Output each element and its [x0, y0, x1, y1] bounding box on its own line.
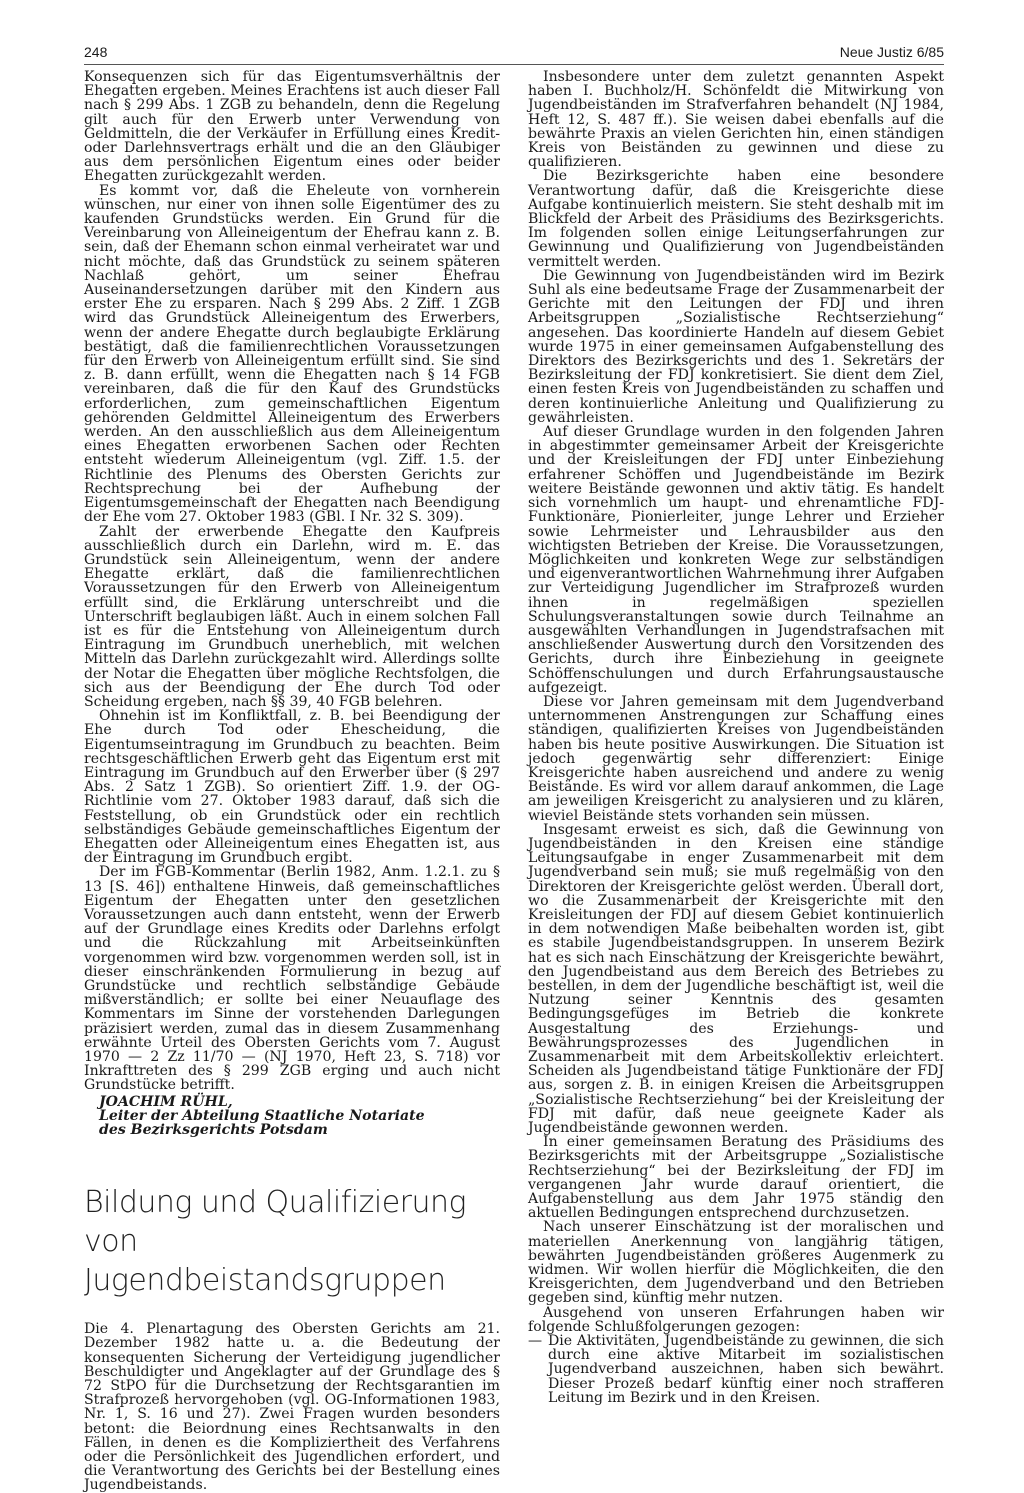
paragraph: Diese vor Jahren gemeinsam mit dem Jugendverband unternommenen Anstrengungen zur Schaffung eines ständigen, qualifizierten Kreises von Jugendbeiständen haben bis heute positive Auswirkungen. Die Situation ist jedoch gegenwärtig sehr differenziert: Einige Kreisgerichte haben ausreichend und andere zu wenig Beistände. Es wird vor allem darauf ankommen, die Lage am jeweiligen Kreisgericht zu analysieren und zu klären, wieviel Beistände stets vorhanden sein müssen. — [528, 693, 944, 824]
paragraph: Insgesamt erweist es sich, daß die Gewinnung von Jugendbeiständen in den Kreisen eine ständige Leitungsaufgabe in enger Zusammenarbeit mit dem Jugendverband sein muß; sie muß regelmäßig von den Direktoren der Kreisgerichte gelöst werden. Überall dort, wo die Zusammenarbeit der Kreisgerichte mit den Kreisleitungen der FDJ auf diesem Gebiet kontinuierlich in dem notwendigen Maße beibehalten worden ist, gibt es stabile Jugendbeistandsgruppen. In unserem Bezirk hat es sich nach Einschätzung der Kreisgerichte bewährt, den Jugendbeistand aus dem Bereich des Betriebes zu bestellen, in dem der Jugendliche beschäftigt ist, weil die Nutzung seiner Kenntnis des gesamten Bedingungsgefüges im Betrieb die konkrete Ausgestaltung des Erziehungs- und Bewährungsprozesses des Jugendlichen in Zusammenarbeit mit dem Arbeitskollektiv erleichtert. Scheiden als Jugendbeistand tätige Funktionäre der FDJ aus, sorgen z. B. in einigen Kreisen die Arbeitsgruppen „Sozialistische Rechtserziehung“ bei der Kreisleitung der FDJ mit dafür, daß neue geeignete Kader als Jugendbeistände gewonnen werden. — [528, 821, 944, 1137]
section-title-line: Bildung und Qualifizierung — [84, 1185, 467, 1221]
list-item-text: Die Aktivitäten, Jugendbeistände zu gewinnen, die sich durch eine aktive Mitarbeit im sozialistischen Jugendverband auszeichnen, haben sich bewährt. Dieser Prozeß bedarf künftig einer noch strafferen Leitung im Bezirk und in den Kreisen. — [548, 1333, 944, 1406]
paragraph: Nach unserer Einschätzung ist der moralischen und materiellen Anerkennung von langjährig tätigen, bewährten Jugendbeiständen größeres Augenmerk zu widmen. Wir wollen hierfür die Möglichkeiten, die den Kreisgerichten, dem Jugendverband und den Betrieben gegeben sind, künftig mehr nutzen. — [528, 1219, 944, 1307]
paragraph: Ohnehin ist im Konfliktfall, z. B. bei Beendigung der Ehe durch Tod oder Ehescheidung, die Eigentumseintragung im Grundbuch zu beachten. Beim rechtsgeschäftlichen Erwerb geht das Eigentum erst mit Eintragung im Grundbuch auf den Erwerber über (§ 297 Abs. 2 Satz 1 ZGB). So orientiert Ziff. 1.9. der OG-Richtlinie vom 27. Oktober 1983 darauf, daß sich die Feststellung, ob ein Grundstück oder ein rechtlich selbständiges Gebäude gemeinschaftliches Eigentum der Ehegatten oder Alleineigentum eines Ehegatten ist, aus der Eintragung im Grundbuch ergibt. — [84, 708, 500, 867]
paragraph: Konsequenzen sich für das Eigentumsverhältnis der Ehegatten ergeben. Meines Erachtens ist auch dieser Fall nach § 299 Abs. 1 ZGB zu behandeln, denn die Regelung gilt auch für den Erwerb unter Verwendung von Geldmitteln, die der Verkäufer in Erfüllung eines Kredit- oder Darlehnsvertrags erhält und die an den Gläubiger aus dem persönlichen Eigentum eines oder beider Ehegatten zurückgezahlt werden. — [84, 69, 500, 185]
paragraph: Die Gewinnung von Jugendbeiständen wird im Bezirk Suhl als eine bedeutsame Frage der Zusammenarbeit der Gerichte mit den Leitungen der FDJ und ihren Arbeitsgruppen „Sozialistische Rechtserziehung“ angesehen. Das koordinierte Handeln auf diesem Gebiet wurde 1975 in einer gemeinsamen Aufgabenstellung des Direktors des Bezirksgerichts und des 1. Sekretärs der Bezirksleitung der FDJ konkretisiert. Sie dient dem Ziel, einen festen Kreis von Jugendbeiständen zu schaffen und deren kontinuierliche Anleitung und Qualifizierung zu gewährleisten. — [528, 267, 944, 426]
paragraph: Es kommt vor, daß die Eheleute von vornherein wünschen, nur einer von ihnen solle Eigentümer des zu kaufenden Grundstücks werden. Ein Grund für die Vereinbarung von Alleineigentum der Ehefrau kann z. B. sein, daß der Ehemann schon einmal verheiratet war und nicht möchte, daß das Grundstück zu seinem späteren Nachlaß gehört, um seiner Ehefrau Auseinandersetzungen darüber mit den Kindern aus erster Ehe zu ersparen. Nach § 299 Abs. 2 Ziff. 1 ZGB wird das Grundstück Alleineigentum des Erwerbers, wenn der andere Ehegatte durch beglaubigte Erklärung bestätigt, daß die familienrechtlichen Voraussetzungen für den Erwerb von Alleineigentum erfüllt sind. Sie sind z. B. dann erfüllt, wenn die Ehegatten nach § 14 FGB vereinbaren, daß die für den Kauf des Grundstücks erforderlichen, zum gemeinschaftlichen Eigentum gehörenden Geldmittel Alleineigentum des Erwerbers werden. An den ausschließlich aus dem Alleineigentum eines Ehegatten erworbenen Sachen oder Rechten entsteht wiederum Alleineigentum (vgl. Ziff. 1.5. der Richtlinie des Plenums des Obersten Gerichts zur Rechtsprechung bei der Aufhebung der Eigentumsgemeinschaft der Ehegatten nach Beendigung der Ehe vom 27. Oktober 1983 (GBl. I Nr. 32 S. 309). — [84, 182, 500, 526]
paragraph: Der im FGB-Kommentar (Berlin 1982, Anm. 1.2.1. zu § 13 [S. 46]) enthaltene Hinweis, daß gemeinschaftliches Eigentum der Ehegatten unter den gesetzlichen Voraussetzungen auch dann entsteht, wenn der Erwerb auf der Grundlage eines Kredits oder Darlehns erfolgt und die Rückzahlung mit Arbeitseinkünften vorgenommen wird bzw. vorgenommen werden soll, ist in dieser einschränkenden Formulierung in bezug auf Grundstücke und rechtlich selbständige Gebäude mißverständlich; er sollte bei einer Neuauflage des Kommentars im Sinne der vorstehenden Darlegungen präzisiert werden, zumal das in diesem Zusammenhang erwähnte Urteil des Obersten Gerichts vom 7. August 1970 — 2 Zz 11/70 — (NJ 1970, Heft 23, S. 718) vor Inkrafttreten des § 299 ZGB erging und auch nicht Grundstücke betrifft. — [84, 864, 500, 1094]
author-institution: des Bezirksgerichts Potsdam — [99, 1122, 328, 1139]
author-position: Leiter der Abteilung Staatliche Notariate — [99, 1107, 425, 1124]
section-title — [84, 1183, 500, 1300]
paragraph: Ausgehend von unseren Erfahrungen haben wir folgende Schlußfolgerungen gezogen: — [528, 1304, 944, 1335]
header-rule — [84, 64, 944, 65]
right-column — [528, 70, 944, 1405]
paragraph: In einer gemeinsamen Beratung des Präsidiums des Bezirksgerichts mit der Arbeitsgruppe „Sozialistische Rechtserziehung“ bei der Bezirksleitung der FDJ im vergangenen Jahr wurde darauf orientiert, die Aufgabenstellung aus dem Jahr 1975 ständig den aktuellen Bedingungen entsprechend durchzusetzen. — [528, 1134, 944, 1222]
journal-name: Neue Justiz 6/85 — [839, 44, 944, 60]
dash-marker: — — [528, 1333, 543, 1350]
author-signature — [84, 1095, 500, 1138]
author-name: JOACHIM RÜHL, — [99, 1093, 233, 1110]
left-column — [84, 70, 500, 1493]
page-number: 248 — [84, 44, 108, 60]
section-title-line: von Jugendbeistandsgruppen — [84, 1224, 446, 1299]
section-paragraph: Die 4. Plenartagung des Obersten Gerichts am 21. Dezember 1982 hatte u. a. die Bedeutung der konsequenten Sicherung der Verteidigung jugendlicher Beschuldigter und Angeklagter auf der Grundlage des § 72 StPO für die Durchsetzung der Rechtsgarantien im Strafprozeß hervorgehoben (vgl. OG-Informationen 1983, Nr. 1, S. 16 und 27). Zwei Fragen wurden besonders betont: die Beiordnung eines Rechtsanwalts in den Fällen, in denen es die Kompliziertheit des Verfahrens oder die Persönlichkeit des Jugendlichen erfordert, und die Verantwortung des Gerichts bei der Bestellung eines Jugendbeistands. — [84, 1321, 500, 1493]
paragraph: Zahlt der erwerbende Ehegatte den Kaufpreis ausschließlich durch ein Darlehn, wird m. E. das Grundstück sein Alleineigentum, wenn der andere Ehegatte erklärt, daß die familienrechtlichen Voraussetzungen für den Erwerb von Alleineigentum erfüllt sind, die Erklärung unterschreibt und die Unterschrift beglaubigen läßt. Auch in einem solchen Fall ist es für die Entstehung von Alleineigentum durch Eintragung im Grundbuch unerheblich, mit welchen Mitteln das Darlehn zurückgezahlt wird. Allerdings sollte der Notar die Ehegatten über mögliche Rechtsfolgen, die sich aus der Beendigung der Ehe durch Tod oder Scheidung ergeben, nach §§ 39, 40 FGB belehren. — [84, 523, 500, 710]
list-item — [528, 1334, 944, 1405]
paragraph: Insbesondere unter dem zuletzt genannten Aspekt haben I. Buchholz/H. Schönfeldt die Mitwirkung von Jugendbeiständen im Strafverfahren behandelt (NJ 1984, Heft 12, S. 487 ff.). Sie weisen dabei ebenfalls auf die bewährte Praxis an vielen Gerichten hin, einen ständigen Kreis von Beiständen zu gewinnen und diese zu qualifizieren. — [528, 69, 944, 171]
paragraph: Auf dieser Grundlage wurden in den folgenden Jahren in abgestimmter gemeinsamer Arbeit der Kreisgerichte und der Kreisleitungen der FDJ unter Einbeziehung erfahrener Schöffen und Jugendbeistände im Bezirk weitere Beistände gewonnen und aktiv tätig. Es handelt sich vornehmlich um haupt- und ehrenamtliche FDJ-Funktionäre, Pionierleiter, junge Lehrer und Erzieher sowie Lehrmeister und Lehrausbilder aus den wichtigsten Betrieben der Kreise. Die Voraussetzungen, Möglichkeiten und konkreten Wege zur selbständigen und eigenverantwortlichen Wahrnehmung ihrer Aufgaben zur Verteidigung Jugendlicher im Strafprozeß wurden ihnen in regelmäßigen speziellen Schulungsveranstaltungen sowie durch Teilnahme an ausgewählten Verhandlungen in Jugendstrafsachen mit anschließender Auswertung durch den Vorsitzenden des Gerichts, durch ihre Einbeziehung in geeignete Schöffenschulungen und durch Erfahrungsaustausche aufgezeigt. — [528, 424, 944, 696]
paragraph: Die Bezirksgerichte haben eine besondere Verantwortung dafür, daß die Kreisgerichte diese Aufgabe kontinuierlich meistern. Sie steht deshalb mit im Blickfeld der Arbeit des Präsidiums des Bezirksgerichts. Im folgenden sollen einige Leitungserfahrungen zur Gewinnung und Qualifizierung von Jugendbeiständen vermittelt werden. — [528, 168, 944, 270]
page-header — [84, 44, 944, 64]
